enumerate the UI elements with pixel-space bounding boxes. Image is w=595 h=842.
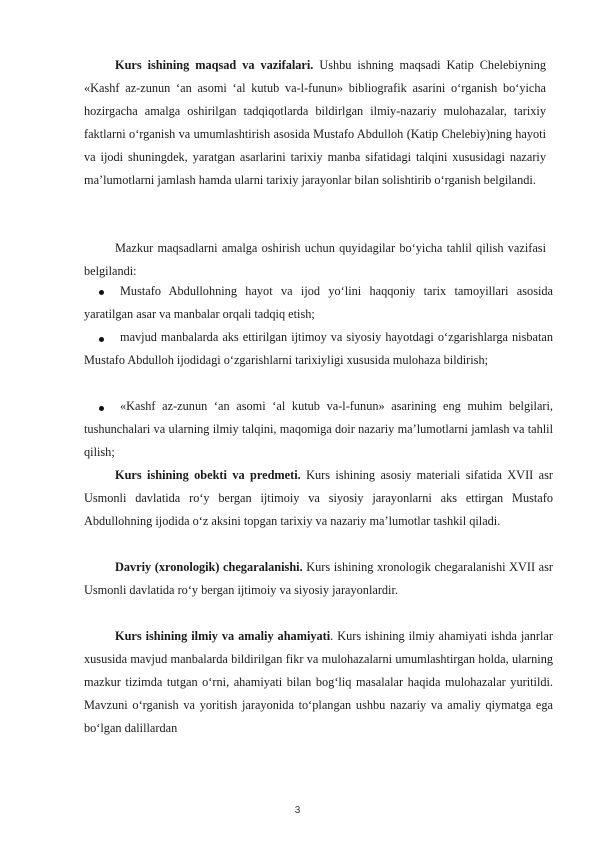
paragraph-object [84, 464, 553, 533]
bullet-item-2 [84, 326, 553, 372]
bullet-text: «Kashf az-zunun ‘an asomi ‘al kutub va-l-funun» asarining eng muhim belgilari, tushunchalari va ularning ilmiy talqini, maqomiga doir nazariy ma’lumotlarni jamlash va tahlil qilish; [84, 399, 553, 459]
paragraph-purpose [84, 54, 546, 191]
page-number: 3 [294, 805, 301, 816]
heading-chronology: Davriy (xronologik) chegaralanishi. [115, 560, 303, 574]
text-significance: . Kurs ishining ilmiy ahamiyati ishda janrlar xususida mavjud manbalarda bildirilgan fikr va mulohazalarni umumlashtirgan holda, ularning mazkur tizimda tutgan o‘rni, ahamiyati bilan bog‘liq masalalar haqida mulohazalar yuritildi. Mavzuni o‘rganish va yoritish jarayonida to‘plangan ushbu nazariy va amaliy qiymatga ega bo‘lgan dalillardan [84, 629, 553, 735]
bullet-text: mavjud manbalarda aks ettirilgan ijtimoy va siyosiy hayotdagi o‘zgarishlarga nisbatan Mustafo Abdulloh ijodidagi o‘zgarishlarni tarixiyligi xususida mulohaza bildirish; [84, 330, 553, 367]
paragraph-significance [84, 625, 553, 740]
text-object: Kurs ishining asosiy materiali sifatida XVII asr Usmonli davlatida ro‘y bergan ijtimoiy va siyosiy jarayonlarni aks ettirgan Mustafo Abdullohning ijodida o‘z aksini topgan tarixiy va nazariy ma’lumotlar tashkil qiladi. [84, 468, 553, 528]
heading-object: Kurs ishining obekti va predmeti. [115, 468, 301, 482]
heading-purpose: Kurs ishining maqsad va vazifalari. [115, 58, 314, 72]
bullet-item-1 [84, 280, 553, 326]
bullet-text: Mustafo Abdullohning hayot va ijod yo‘lini haqqoniy tarix tamoyillari asosida yaratilgan asar va manbalar orqali tadqiq etish; [84, 284, 553, 321]
paragraph-tasks-intro [84, 237, 546, 283]
text-chronology: Kurs ishining xronologik chegaralanishi XVII asr Usmonli davlatida ro‘y bergan ijtimoiy va siyosiy jarayonlardir. [84, 560, 553, 597]
bullet-item-3 [84, 395, 553, 464]
heading-significance: Kurs ishining ilmiy va amaliy ahamiyati [115, 629, 331, 643]
paragraph-chronology [84, 556, 553, 602]
text-purpose: Ushbu ishning maqsadi Katip Chelebiyning «Kashf az-zunun ‘an asomi ‘al kutub va-l-funun» bibliografik asarini o‘rganish bo‘yicha hozirgacha amalga oshirilgan tadqiqotlarda bildirlgan ilmiy-nazariy mulohazalar, tarixiy faktlarni o‘rganish va umumlashtirish asosida Mustafo Abdulloh (Katip Chelebiy)ning hayoti va ijodi shuningdek, yaratgan asarlarini tarixiy manba sifatidagi talqini xususidagi nazariy ma’lumotlarni jamlash hamda ularni tarixiy jarayonlar bilan solishtirib o‘rganish belgilandi. [84, 58, 546, 187]
text-tasks-intro: Mazkur maqsadlarni amalga oshirish uchun quyidagilar bo‘yicha tahlil qilish vazifasi belgilandi: [84, 241, 546, 278]
